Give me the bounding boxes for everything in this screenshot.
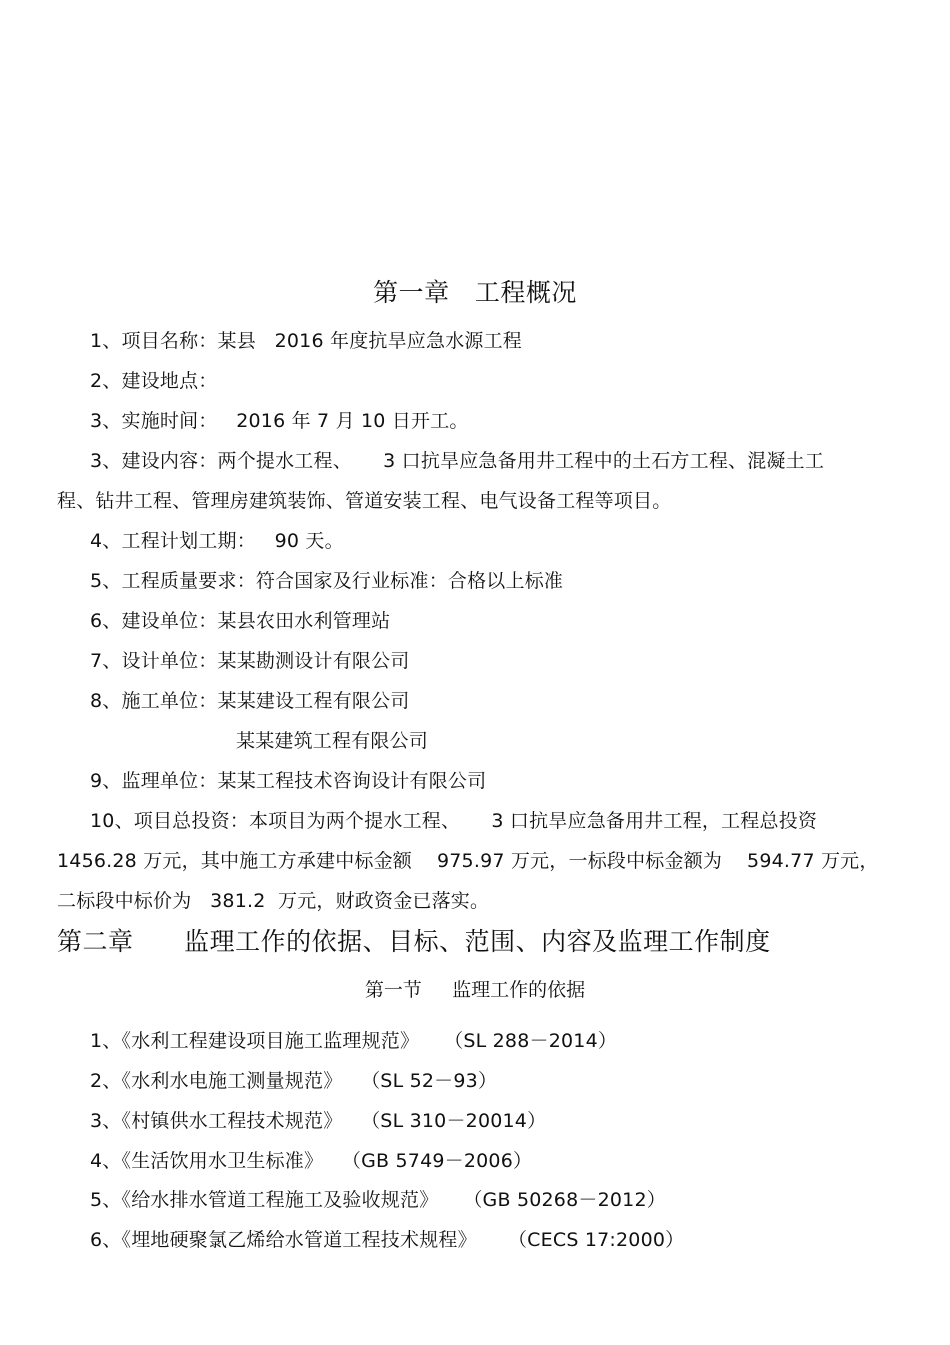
reference-item: 3、《村镇供水工程技术规范》 （SL 310－20014） [90, 1110, 547, 1132]
construction-content: 3、建设内容：两个提水工程、 3 口抗旱应急备用井工程中的土石方工程、混凝土工 [90, 450, 825, 472]
planned-duration: 4、工程计划工期： 90 天。 [90, 530, 344, 552]
contractor-unit-second: 某某建筑工程有限公司 [236, 730, 429, 752]
total-investment-continued-1: 1456.28 万元，其中施工方承建中标金额 975.97 万元，一标段中标金额为 594.77 万元， [57, 850, 879, 872]
project-name: 1、项目名称：某县 2016 年度抗旱应急水源工程 [90, 330, 523, 352]
supervision-unit: 9、监理单位：某某工程技术咨询设计有限公司 [90, 770, 487, 792]
reference-item: 4、《生活饮用水卫生标准》 （GB 5749－2006） [90, 1150, 533, 1172]
design-unit: 7、设计单位：某某勘测设计有限公司 [90, 650, 410, 672]
implementation-time: 3、实施时间： 2016 年 7 月 10 日开工。 [90, 410, 469, 432]
chapter2-title: 第二章 监理工作的依据、目标、范围、内容及监理工作制度 [57, 927, 771, 956]
chapter1-title: 第一章 工程概况 [373, 278, 577, 307]
reference-item: 1、《水利工程建设项目施工监理规范》 （SL 288－2014） [90, 1030, 618, 1052]
reference-item: 6、《埋地硬聚氯乙烯给水管道工程技术规程》 （CECS 17:2000） [90, 1229, 685, 1251]
total-investment-continued-2: 二标段中标价为 381.2 万元，财政资金已落实。 [57, 890, 490, 912]
reference-item: 2、《水利水电施工测量规范》 （SL 52－93） [90, 1070, 498, 1092]
construction-content-continued: 程、钻井工程、管理房建筑装饰、管道安装工程、电气设备工程等项目。 [57, 490, 672, 512]
total-investment: 10、项目总投资：本项目为两个提水工程、 3 口抗旱应急备用井工程，工程总投资 [90, 810, 818, 832]
reference-item: 5、《给水排水管道工程施工及验收规范》 （GB 50268－2012） [90, 1189, 666, 1211]
quality-requirement: 5、工程质量要求：符合国家及行业标准：合格以上标准 [90, 570, 564, 592]
construction-unit: 6、建设单位：某县农田水利管理站 [90, 610, 391, 632]
construction-site: 2、建设地点： [90, 370, 218, 392]
contractor-unit: 8、施工单位：某某建设工程有限公司 [90, 690, 410, 712]
section1-title: 第一节 监理工作的依据 [364, 979, 586, 1001]
